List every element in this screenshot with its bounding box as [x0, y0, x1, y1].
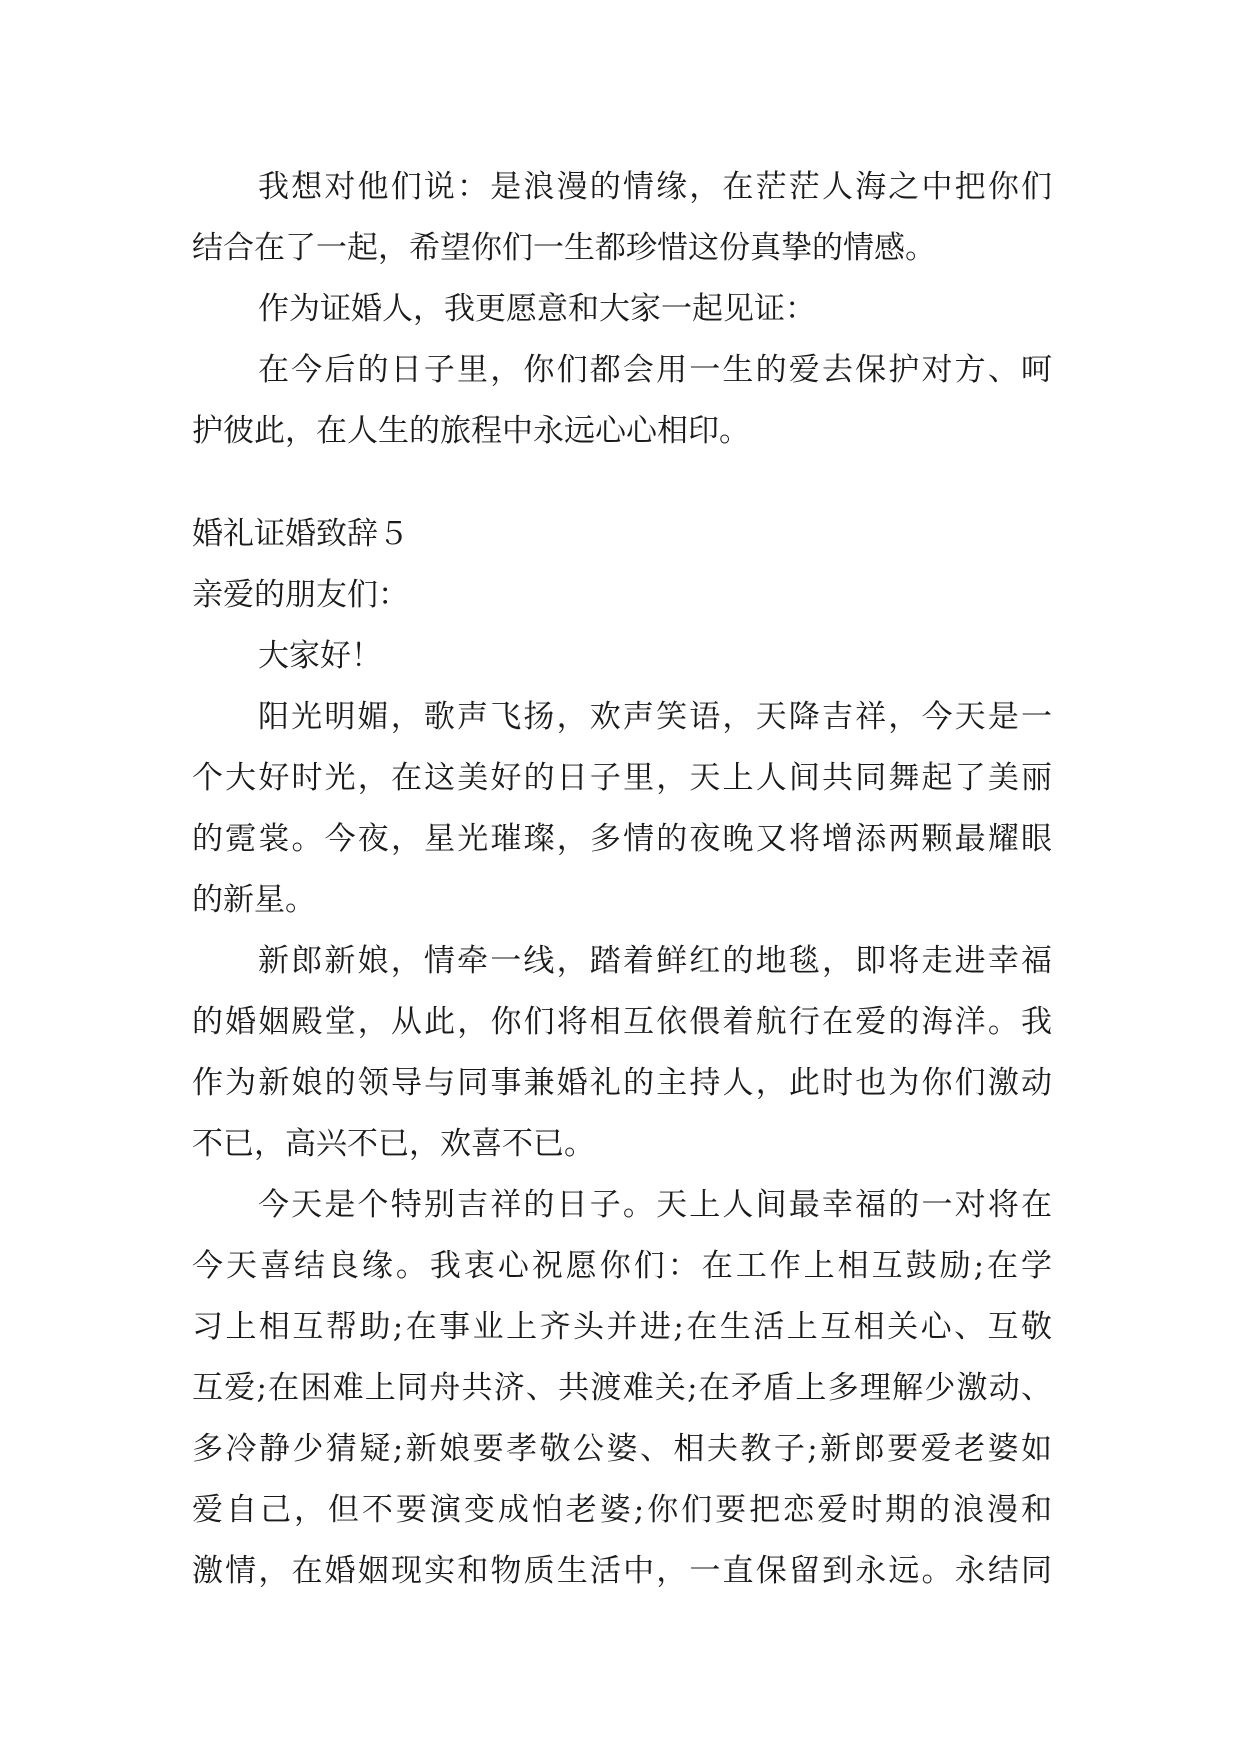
text-line: 结合在了一起，希望你们一生都珍惜这份真挚的情感。: [192, 230, 936, 266]
text-line: 不已，高兴不已，欢喜不已。: [192, 1126, 595, 1162]
text-line: 习上相互帮助;在事业上齐头并进;在生活上互相关心、互敬: [192, 1309, 1052, 1345]
text-line: 个大好时光，在这美好的日子里，天上人间共同舞起了美丽: [192, 760, 1052, 796]
text-line: 激情，在婚姻现实和物质生活中，一直保留到永远。永结同: [192, 1553, 1052, 1589]
text-line: 多冷静少猜疑;新娘要孝敬公婆、相夫教子;新郎要爱老婆如: [192, 1431, 1052, 1467]
text-line: 爱自己，但不要演变成怕老婆;你们要把恋爱时期的浪漫和: [192, 1492, 1052, 1528]
text-line: 护彼此，在人生的旅程中永远心心相印。: [192, 413, 750, 449]
text-line: 的霓裳。今夜，星光璀璨，多情的夜晚又将增添两颗最耀眼: [192, 821, 1052, 857]
text-line: 新郎新娘，情牵一线，踏着鲜红的地毯，即将走进幸福: [258, 943, 1052, 979]
text-line: 阳光明媚，歌声飞扬，欢声笑语，天降吉祥，今天是一: [258, 699, 1052, 735]
text-line: 我想对他们说：是浪漫的情缘，在茫茫人海之中把你们: [258, 169, 1052, 205]
text-line: 的婚姻殿堂，从此，你们将相互依偎着航行在爱的海洋。我: [192, 1004, 1052, 1040]
text-line: 作为新娘的领导与同事兼婚礼的主持人，此时也为你们激动: [192, 1065, 1052, 1101]
text-line: 作为证婚人，我更愿意和大家一起见证：: [258, 291, 816, 327]
text-line: 大家好！: [258, 638, 382, 674]
text-line: 的新星。: [192, 882, 316, 918]
section-title: 婚礼证婚致辞５: [192, 516, 409, 552]
salutation: 亲爱的朋友们：: [192, 577, 409, 613]
text-line: 今天喜结良缘。我衷心祝愿你们：在工作上相互鼓励;在学: [192, 1248, 1052, 1284]
text-line: 在今后的日子里，你们都会用一生的爱去保护对方、呵: [258, 352, 1052, 388]
text-line: 今天是个特别吉祥的日子。天上人间最幸福的一对将在: [258, 1187, 1052, 1223]
text-line: 互爱;在困难上同舟共济、共渡难关;在矛盾上多理解少激动、: [192, 1370, 1052, 1406]
